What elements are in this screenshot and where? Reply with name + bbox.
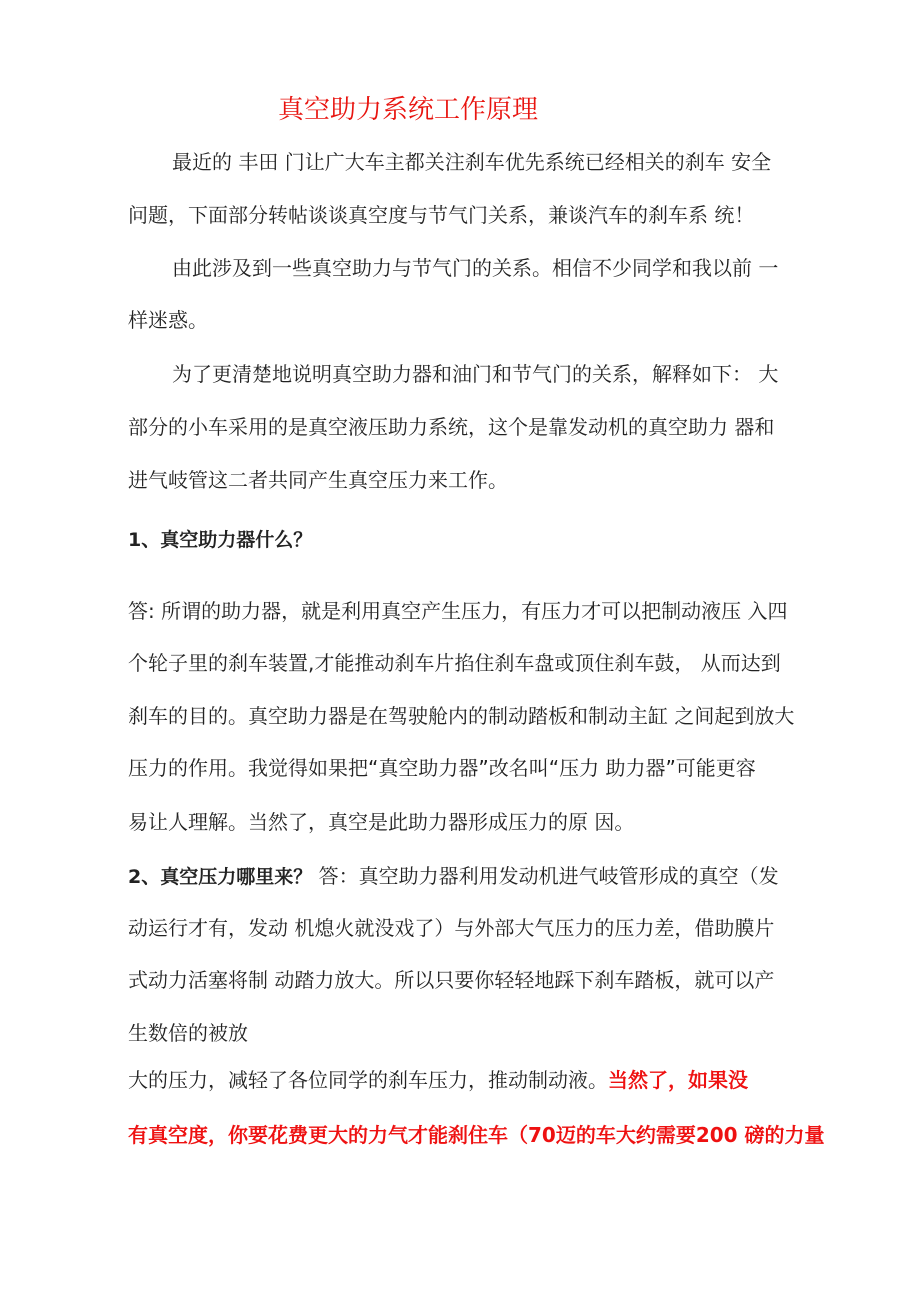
paragraph-line: 部分的小车采用的是真空液压助力系统，这个是靠发动机的真空助力 器和 xyxy=(128,415,775,439)
paragraph-line: 为了更清楚地说明真空助力器和油门和节气门的关系，解释如下： 大 xyxy=(172,362,779,386)
document-title: 真空助力系统工作原理 xyxy=(278,95,539,125)
answer-line: 刹车的目的。真空助力器是在驾驶舱内的制动踏板和制动主缸 之间起到放大 xyxy=(128,704,795,728)
question-heading-1: 1、真空助力器什么？ xyxy=(128,529,313,551)
answer-text: 答：真空助力器利用发动机进气岐管形成的真空（发 xyxy=(312,864,779,888)
paragraph-line: 样迷惑。 xyxy=(128,308,208,332)
answer-line: 生数倍的被放 xyxy=(128,1021,248,1045)
answer-line: 答: 所谓的助力器，就是利用真空产生压力，有压力才可以把制动液压 入四 xyxy=(128,599,788,623)
emphasis-text: 当然了，如果没 xyxy=(608,1068,748,1092)
paragraph-line: 进气岐管这二者共同产生真空压力来工作。 xyxy=(128,468,508,492)
answer-text: 大的压力，减轻了各位同学的刹车压力，推动制动液。 xyxy=(128,1068,608,1092)
emphasis-line: 有真空度，你要花费更大的力气才能刹住车（70迈的车大约需要200 磅的力量 xyxy=(128,1123,825,1147)
paragraph-line: 最近的 丰田 门让广大车主都关注刹车优先系统已经相关的刹车 安全 xyxy=(172,150,772,174)
answer-line xyxy=(128,862,779,891)
answer-line: 易让人理解。当然了，真空是此助力器形成压力的原 因。 xyxy=(128,810,635,834)
answer-line xyxy=(128,1066,748,1094)
answer-line: 个轮子里的刹车装置,才能推动刹车片掐住刹车盘或顶住刹车鼓， 从而达到 xyxy=(128,651,781,675)
answer-line: 式动力活塞将制 动踏力放大。所以只要你轻轻地踩下刹车踏板，就可以产 xyxy=(128,968,775,992)
paragraph-line: 问题，下面部分转帖谈谈真空度与节气门关系，兼谈汽车的刹车系 统！ xyxy=(128,203,755,227)
paragraph-line: 由此涉及到一些真空助力与节气门的关系。相信不少同学和我以前 一 xyxy=(172,256,779,280)
answer-line: 动运行才有，发动 机熄火就没戏了）与外部大气压力的压力差，借助膜片 xyxy=(128,916,775,940)
answer-line: 压力的作用。我觉得如果把“真空助力器”改名叫“压力 助力器”可能更容 xyxy=(128,756,756,780)
question-heading-2: 2、真空压力哪里来？ xyxy=(128,866,313,888)
